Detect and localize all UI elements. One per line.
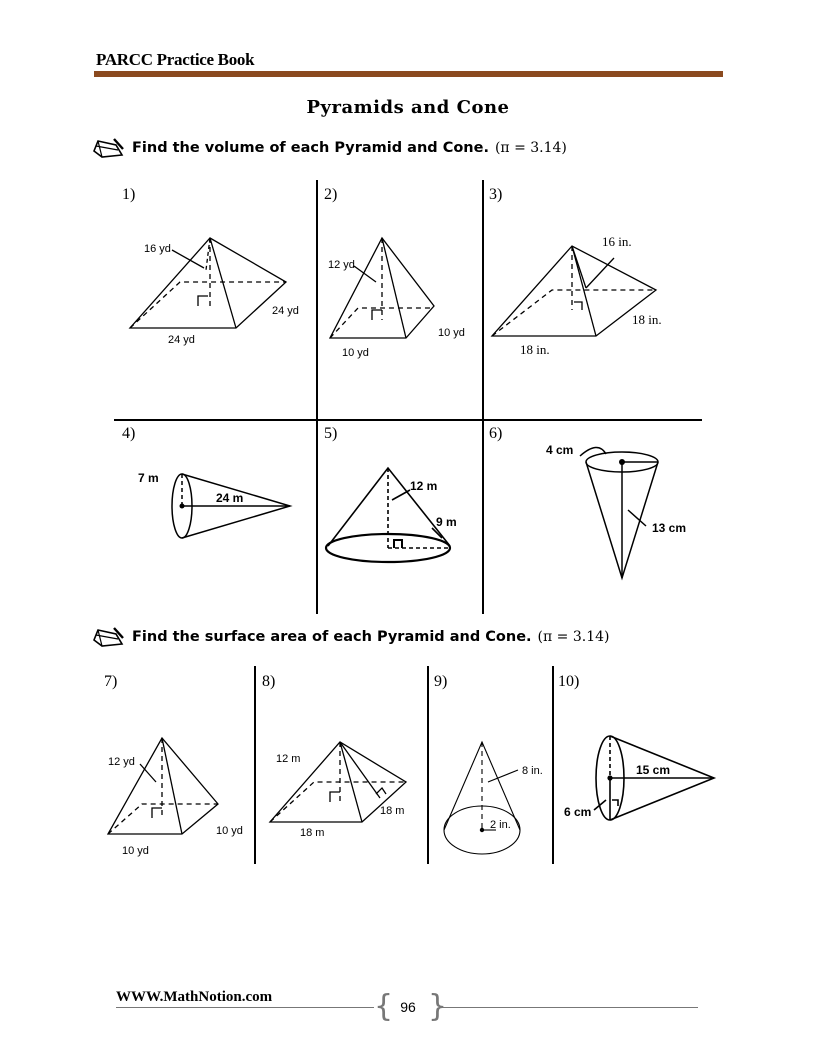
figure-upright-cone: [322, 460, 472, 570]
footer-rule: [440, 1007, 698, 1008]
figure-square-pyramid: [324, 232, 474, 360]
dimension-label: 10 yd: [122, 845, 149, 857]
problem-number: 5): [324, 425, 338, 442]
page-number: 96: [400, 999, 416, 1015]
figure-square-pyramid: [490, 232, 670, 362]
dimension-label: 15 cm: [636, 763, 671, 777]
dimension-label: 10 yd: [342, 347, 369, 359]
dimension-label: 12 yd: [108, 756, 135, 768]
footer-rule: [116, 1007, 374, 1008]
volume-instruction-text: Find the volume of each Pyramid and Cone.: [132, 140, 489, 156]
problem-number: 1): [122, 186, 136, 203]
surface-area-instruction-text: Find the surface area of each Pyramid and Cone.: [132, 629, 532, 645]
figure-horizontal-cone: [560, 734, 720, 840]
problem-number: 2): [324, 186, 338, 203]
figure-square-pyramid: [104, 734, 254, 860]
dimension-label: 16 yd: [144, 243, 171, 255]
dimension-label: 9 m: [436, 515, 457, 529]
dimension-label: 6 cm: [564, 805, 592, 819]
problem-number: 6): [489, 425, 503, 442]
figure-square-pyramid: [126, 230, 311, 350]
pencil-icon: [92, 626, 124, 648]
dimension-label: 18 m: [300, 827, 325, 839]
header-rule: [94, 71, 723, 77]
dimension-label: 24 yd: [168, 334, 195, 346]
right-brace-icon: }: [428, 989, 448, 1024]
dimension-label: 7 m: [138, 471, 159, 485]
page-title: Pyramids and Cone: [306, 97, 510, 118]
dimension-label: 13 cm: [652, 521, 687, 535]
dimension-label: 12 m: [276, 753, 301, 765]
dimension-label: 16 in.: [602, 234, 632, 249]
dimension-label: 10 yd: [438, 327, 465, 339]
figure-horizontal-cone: [132, 462, 302, 546]
dimension-label: 18 m: [380, 805, 405, 817]
figure-inverted-cone: [540, 436, 700, 586]
figure-upright-cone: [440, 736, 552, 862]
surface-area-instruction: [92, 626, 609, 648]
grid-divider: [254, 666, 256, 864]
dimension-label: 8 in.: [522, 765, 543, 777]
pencil-icon: [92, 137, 124, 159]
problem-number: 9): [434, 673, 448, 690]
volume-instruction: [92, 137, 567, 159]
figure-square-pyramid: [268, 736, 420, 842]
dimension-label: 12 m: [410, 479, 438, 493]
dimension-label: 24 yd: [272, 305, 299, 317]
problem-number: 7): [104, 673, 118, 690]
grid-divider: [316, 180, 318, 614]
dimension-label: 12 yd: [328, 259, 355, 271]
footer-website: WWW.MathNotion.com: [116, 989, 273, 1005]
dimension-label: 4 cm: [546, 443, 574, 457]
grid-divider: [482, 180, 484, 614]
problem-number: 3): [489, 186, 503, 203]
left-brace-icon: {: [374, 989, 394, 1024]
dimension-label: 10 yd: [216, 825, 243, 837]
pi-note: (π = 3.14): [537, 629, 610, 645]
problem-number: 8): [262, 673, 276, 690]
grid-divider: [427, 666, 429, 864]
grid-divider: [552, 666, 554, 864]
problem-number: 4): [122, 425, 136, 442]
grid-divider: [114, 419, 702, 421]
dimension-label: 2 in.: [490, 819, 511, 831]
dimension-label: 18 in.: [520, 342, 550, 357]
problem-number: 10): [558, 673, 580, 690]
dimension-label: 24 m: [216, 491, 244, 505]
book-title: PARCC Practice Book: [96, 50, 255, 69]
dimension-label: 18 in.: [632, 312, 662, 327]
pi-note: (π = 3.14): [494, 140, 567, 156]
